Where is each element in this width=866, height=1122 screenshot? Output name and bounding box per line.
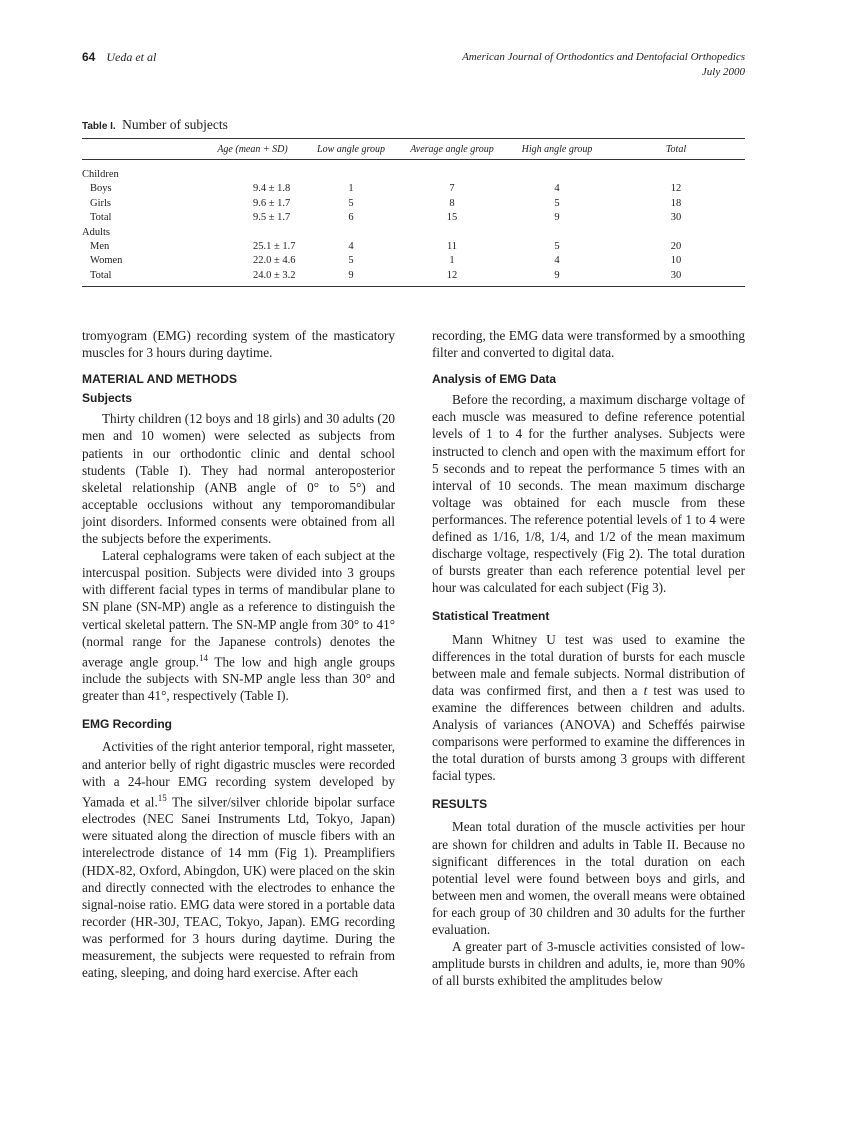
column-header: Low angle group <box>305 139 397 160</box>
table-row <box>82 211 745 225</box>
running-head-left <box>82 50 156 65</box>
row-label: Girls <box>90 197 111 209</box>
row-label: Women <box>90 255 123 267</box>
table-cell: 4 <box>554 255 560 267</box>
table-row <box>82 240 745 254</box>
table-cell <box>397 160 507 183</box>
table-cell: 15 <box>446 212 458 224</box>
reference-15: 15 <box>157 792 167 803</box>
table-row <box>82 197 745 211</box>
running-head <box>82 50 745 86</box>
table-cell <box>607 160 745 183</box>
journal-title: American Journal of Orthodontics and Dentofacial Orthopedics <box>462 51 745 63</box>
table-row <box>82 160 745 183</box>
t-italic: t <box>643 682 648 698</box>
table-title: Number of subjects <box>122 117 228 132</box>
table-cell: 12 <box>446 269 458 281</box>
table-cell <box>507 160 607 183</box>
subheading-statistics: Statistical Treatment <box>432 609 550 624</box>
table-cell <box>305 226 397 240</box>
table-cell: 30 <box>670 269 682 281</box>
table-body <box>82 160 745 287</box>
table-caption <box>82 117 745 133</box>
running-head-right <box>462 50 745 80</box>
table-cell <box>607 226 745 240</box>
table-row <box>82 269 745 287</box>
table-cell: 11 <box>446 241 458 253</box>
running-author: Ueda et al <box>106 50 157 64</box>
table-cell: 9.6 ± 1.7 <box>253 197 291 209</box>
table-cell: 4 <box>554 183 560 195</box>
table-cell: 25.1 ± 1.7 <box>253 241 296 253</box>
table-cell: 8 <box>449 197 455 209</box>
table-cell: 7 <box>449 183 455 195</box>
table-cell: 9.5 ± 1.7 <box>253 212 291 224</box>
table-cell <box>200 226 305 240</box>
subjects-paragraph-1: Thirty children (12 boys and 18 girls) and 30 adults (20 men and 10 women) were selected as subjects from patients in our orthodontic clinic and dental school students (Table I). They had normal anteroposterior skeletal relationship (ANB angle of 0° to 5°) and acceptable occlusions without any temporomandibular joint disorders. Informed consents were obtained from all the subjects before the experiments. <box>82 411 396 547</box>
table-cell: 9 <box>554 212 560 224</box>
table-row <box>82 226 745 240</box>
table-cell: 22.0 ± 4.6 <box>253 255 296 267</box>
subjects-text-b: The low and high angle groups include the subjects with SN-MP angle less than 30° and greater than 41°, respectively (Table I). <box>82 654 395 704</box>
table-cell: 1 <box>348 183 354 195</box>
table-cell: 1 <box>449 255 455 267</box>
emg-text-b: The silver/silver chloride bipolar surface electrodes (NEC Sanei Instruments Ltd, Tokyo, Japan) were situated along the direction of muscle fibers with an interelectrode distance of 14 mm (Fig 1). Preamplifiers (HDX-82, Oxford, Abingdon, UK) were placed on the skin and directly connected with the electrodes to enhance the signal-noise ratio. EMG data were stored in a portable data recorder (HR-30J, TEAC, Tokyo, Japan). EMG recording was performed for 3 hours during daytime. During the measurement, the subjects were requested to refrain from eating, sleeping, and doing hard exercise. After each <box>82 794 396 981</box>
row-label: Children <box>82 169 119 180</box>
row-label: Total <box>90 212 112 224</box>
subheading-subjects: Subjects <box>82 391 133 406</box>
table-cell: 30 <box>670 212 682 224</box>
table-label: Table I. <box>82 121 116 132</box>
page-number: 64 <box>82 50 96 64</box>
table-cell: 9 <box>348 269 354 281</box>
table-cell: 5 <box>554 241 560 253</box>
column-header: Average angle group <box>397 139 507 160</box>
table-cell: 6 <box>348 212 354 224</box>
table-cell: 5 <box>348 197 354 209</box>
table-cell: 4 <box>348 241 354 253</box>
emg-text-a: Activities of the right anterior temporal, right masseter, and anterior belly of right digastric muscles were recorded with a 24-hour EMG recording system developed by Yamada et al. <box>82 739 395 810</box>
column-header: Total <box>607 139 745 160</box>
stat-text-b: test was used to examine the differences between children and adults. Analysis of variances (ANOVA) and Scheffés pairwise comparisons were performed to examine the differences in the total duration of bursts among 3 groups with different facial types. <box>432 682 745 784</box>
row-label: Adults <box>82 226 111 238</box>
table-cell: 20 <box>670 241 682 253</box>
row-label: Total <box>90 269 112 281</box>
emg-paragraph <box>82 738 395 981</box>
column-header: High angle group <box>507 139 607 160</box>
table-cell: 10 <box>670 255 682 267</box>
table-cell <box>305 160 397 183</box>
journal-issue: July 2000 <box>701 66 745 78</box>
column-header: Age (mean + SD) <box>200 139 305 160</box>
table-cell: 9.4 ± 1.8 <box>253 183 291 195</box>
subheading-analysis: Analysis of EMG Data <box>432 372 557 387</box>
section-heading-results: RESULTS <box>432 797 488 812</box>
table-cell: 12 <box>670 183 682 195</box>
left-column <box>82 327 395 981</box>
results-paragraph-1: Mean total duration of the muscle activities per hour are shown for children and adults in Table II. Because no significant differences in the total duration on each potential level were found between boys and girls, and between men and women, the overall means were obtained for each group of 30 children and 30 adults for the further evaluation. <box>432 819 745 937</box>
table-cell: 5 <box>348 255 354 267</box>
subjects-table <box>82 138 745 287</box>
left-intro-paragraph: tromyogram (EMG) recording system of the masticatory muscles for 3 hours during daytime. <box>82 328 395 361</box>
table-row <box>82 182 745 196</box>
table-block <box>82 117 745 287</box>
row-label: Men <box>90 241 110 253</box>
row-label: Boys <box>90 183 112 195</box>
table-cell <box>200 160 305 183</box>
statistics-paragraph <box>432 631 745 785</box>
results-paragraph-2: A greater part of 3-muscle activities consisted of low-amplitude bursts in children and adults, ie, more than 90% of all bursts exhibited the amplitudes below <box>432 939 745 989</box>
table-row <box>82 254 745 268</box>
reference-14: 14 <box>198 652 208 663</box>
analysis-paragraph: Before the recording, a maximum discharge voltage of each muscle was measured to define reference potential levels of 1 to 4 for the further analyses. Subjects were instructed to clench and open with the maximum effort for 5 seconds and to repeat the performance 5 times with an interval of 10 seconds. The mean maximum discharge voltage was obtained for each muscle from these performances. The reference potential levels of 1 to 4 were defined as 1/16, 1/8, 1/4, and 1/2 of the mean maximum discharge voltage, respectively (Fig 2). The total duration of bursts greater than each reference potential level per hour was calculated for each subject (Fig 3). <box>432 392 745 596</box>
subheading-emg-recording: EMG Recording <box>82 717 173 732</box>
table-cell: 24.0 ± 3.2 <box>253 269 296 281</box>
right-column <box>432 327 745 989</box>
section-heading-methods: MATERIAL AND METHODS <box>82 372 238 387</box>
column-header <box>82 139 200 160</box>
table-header <box>82 139 745 160</box>
subjects-text-a: Lateral cephalograms were taken of each subject at the intercuspal position. Subjects were divided into 3 groups with different facial types in terms of mandibular plane to SN plane (SN-MP) angle as a reference to distinguish the vertical skeletal pattern. The SN-MP angle from 30° to 41° (normal range for the Japanese controls) denotes the average angle group. <box>82 548 395 670</box>
subjects-paragraph-2 <box>82 547 395 704</box>
table-cell: 5 <box>554 197 560 209</box>
table-cell <box>507 226 607 240</box>
table-cell: 9 <box>554 269 560 281</box>
right-intro-paragraph: recording, the EMG data were transformed by a smoothing filter and converted to digital data. <box>432 328 745 361</box>
table-cell <box>397 226 507 240</box>
stat-text-a: Mann Whitney U test was used to examine the differences in the total duration of bursts for each muscle between male and female subjects. Normal distribution of data was confirmed first, and then a <box>432 631 745 698</box>
table-cell: 18 <box>670 197 682 209</box>
